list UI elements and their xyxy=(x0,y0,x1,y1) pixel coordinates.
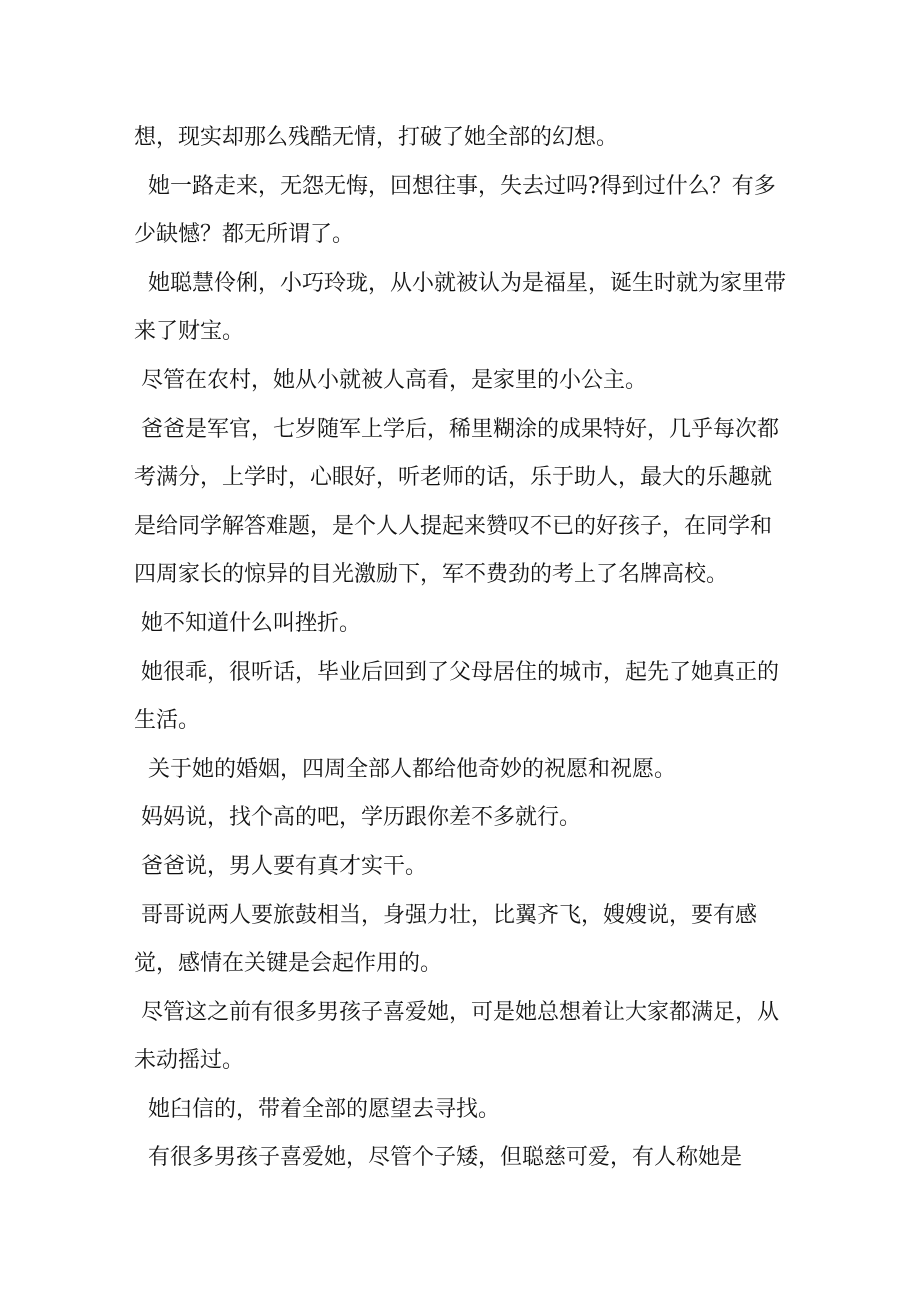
paragraph-4: 尽管在农村，她从小就被人高看，是家里的小公主。 xyxy=(134,367,648,393)
paragraph-13: 她臼信的，带着全部的愿望去寻找。 xyxy=(134,1096,501,1122)
paragraph-5: 爸爸是军官，七岁随军上学后，稀里糊涂的成果特好，几乎每次都考满分，上学时，心眼好，听老师的话，乐于助人，最大的乐趣就是给同学解答难题，是个人人提起来赞叹不已的好孩子，在同学和四周家长的惊异的目光激励下，军不费劲的考上了名牌高校。 xyxy=(134,416,780,588)
paragraph-11: 哥哥说两人要旅鼓相当，身强力壮，比翼齐飞，嫂嫂说，要有感觉，感情在关键是会起作用的。 xyxy=(134,902,758,977)
paragraph-9: 妈妈说，找个高的吧，学历跟你差不多就行。 xyxy=(134,805,582,831)
paragraph-12: 尽管这之前有很多男孩子喜爱她，可是她总想着让大家都满足，从未动摇过。 xyxy=(134,999,780,1074)
paragraph-3: 她聪慧伶俐，小巧玲珑，从小就被认为是福星，诞生时就为家里带来了财宝。 xyxy=(134,270,787,345)
paragraph-1: 想，现实却那么残酷无情，打破了她全部的幻想。 xyxy=(134,125,619,150)
paragraph-10: 爸爸说，男人要有真才实干。 xyxy=(134,853,428,879)
paragraph-14: 有很多男孩子喜爱她，尽管个子矮，但聪慈可爱，有人称她是 xyxy=(134,1145,743,1171)
paragraph-2: 她一路走来，无怨无悔，回想往事，失去过吗?得到过什么？有多少缺憾？都无所谓了。 xyxy=(134,173,776,248)
body-text xyxy=(134,114,790,1183)
paragraph-7: 她很乖，很听话，毕业后回到了父母居住的城市，起先了她真正的生活。 xyxy=(134,659,780,734)
paragraph-8: 关于她的婚姻，四周全部人都给他奇妙的祝愿和祝愿。 xyxy=(134,756,677,782)
paragraph-6: 她不知道什么叫挫折。 xyxy=(134,610,362,636)
